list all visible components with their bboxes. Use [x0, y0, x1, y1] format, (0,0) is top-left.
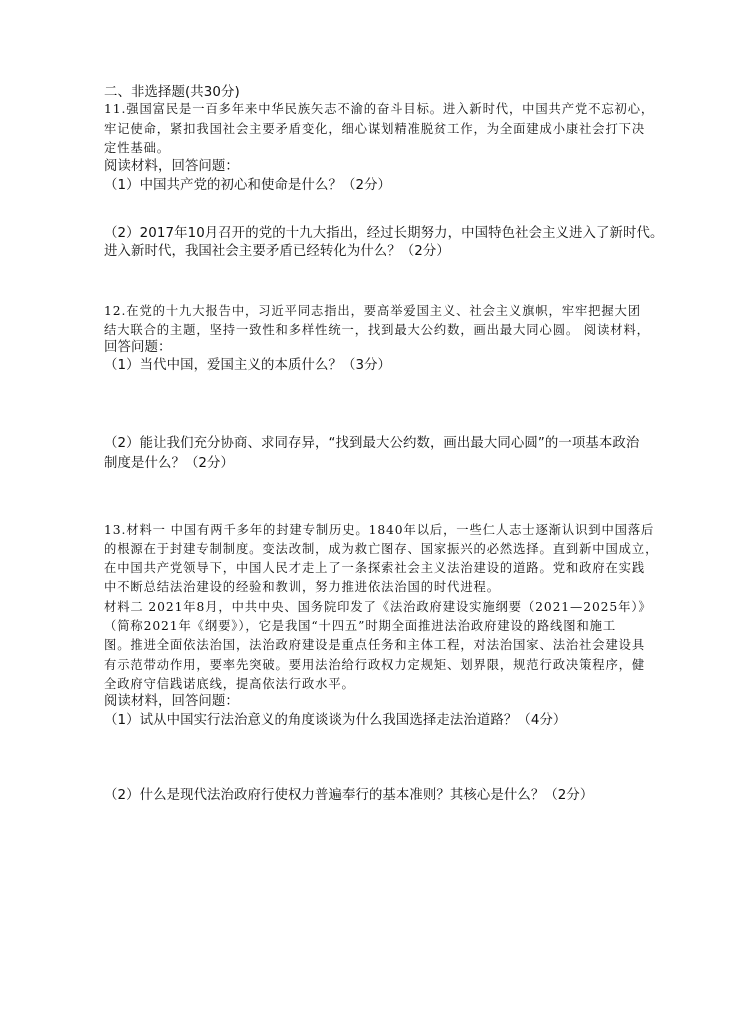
q11-subquestion-2-line-2: 进入新时代，我国社会主要矛盾已经转化为什么？（2分）: [104, 244, 450, 259]
q13-material-line-6: （简称2021年《纲要》），它是我国“十四五”时期全面推进法治政府建设的路线图和施工: [104, 619, 617, 633]
q12-material-line-2: 结大联合的主题，坚持一致性和多样性统一，找到最大公约数，画出最大同心圆。 阅读材料，: [104, 323, 650, 337]
section-title: 二、非选择题(共30分): [104, 85, 240, 100]
q12-material-line-3: 回答问题：: [104, 340, 172, 355]
q13-material-line-5: 材料二 2021年8月，中共中央、国务院印发了《法治政府建设实施纲要（2021—2025年）》: [104, 600, 652, 614]
q11-prompt: 阅读材料，回答问题：: [104, 159, 239, 174]
q12-subquestion-1: （1）当代中国，爱国主义的本质什么？（3分）: [104, 358, 392, 373]
q13-material-line-8: 有示范带动作用，要率先突破。要用法治给行政权力定规矩、划界限，规范行政决策程序，健: [104, 658, 646, 672]
q12-material-line-1: 12.在党的十九大报告中，习近平同志指出，要高举爱国主义、社会主义旗帜，牢牢把握大团: [104, 304, 641, 318]
q12-subquestion-2-line-1: （2）能让我们充分协商、求同存异，“找到最大公约数，画出最大同心圆”的一项基本政治: [104, 436, 640, 451]
q13-material-line-9: 全政府守信践诺底线，提高依法行政水平。: [104, 677, 355, 691]
q11-material-line-1: 11.强国富民是一百多年来中华民族矢志不渝的奋斗目标。进入新时代，中国共产党不忘初心，: [104, 102, 655, 116]
q11-subquestion-1: （1）中国共产党的初心和使命是什么？（2分）: [104, 178, 392, 193]
q13-material-line-7: 图。推进全面依法治国，法治政府建设是重点任务和主体工程，对法治国家、法治社会建设具: [104, 638, 646, 652]
q13-material-line-1: 13.材料一 中国有两千多年的封建专制历史。1840年以后，一些仁人志士逐渐认识到中国落后: [104, 523, 655, 537]
q13-subquestion-1: （1）试从中国实行法治意义的角度谈谈为什么我国选择走法治道路？（4分）: [104, 713, 567, 728]
q13-material-line-2: 的根源在于封建专制制度。变法改制，成为救亡图存、国家振兴的必然选择。直到新中国成立，: [104, 542, 659, 556]
q12-subquestion-2-line-2: 制度是什么？（2分）: [104, 456, 235, 471]
q13-subquestion-2: （2）什么是现代法治政府行使权力普遍奉行的基本准则？其核心是什么？（2分）: [104, 788, 594, 803]
q13-material-line-4: 中不断总结法治建设的经验和教训，努力推进依法治国的时代进程。: [104, 580, 500, 594]
q11-material-line-2: 牢记使命，紧扣我国社会主要矛盾变化，细心谋划精准脱贫工作，为全面建成小康社会打下决: [104, 122, 646, 136]
q11-subquestion-2-line-1: （2）2017年10月召开的党的十九大指出，经过长期努力，中国特色社会主义进入了新时代。: [104, 226, 664, 241]
q13-material-line-3: 在中国共产党领导下，中国人民才走上了一条探索社会主义法治建设的道路。党和政府在实践: [104, 561, 646, 575]
q13-prompt: 阅读材料，回答问题：: [104, 694, 239, 709]
q11-material-line-3: 定性基础。: [104, 141, 170, 155]
